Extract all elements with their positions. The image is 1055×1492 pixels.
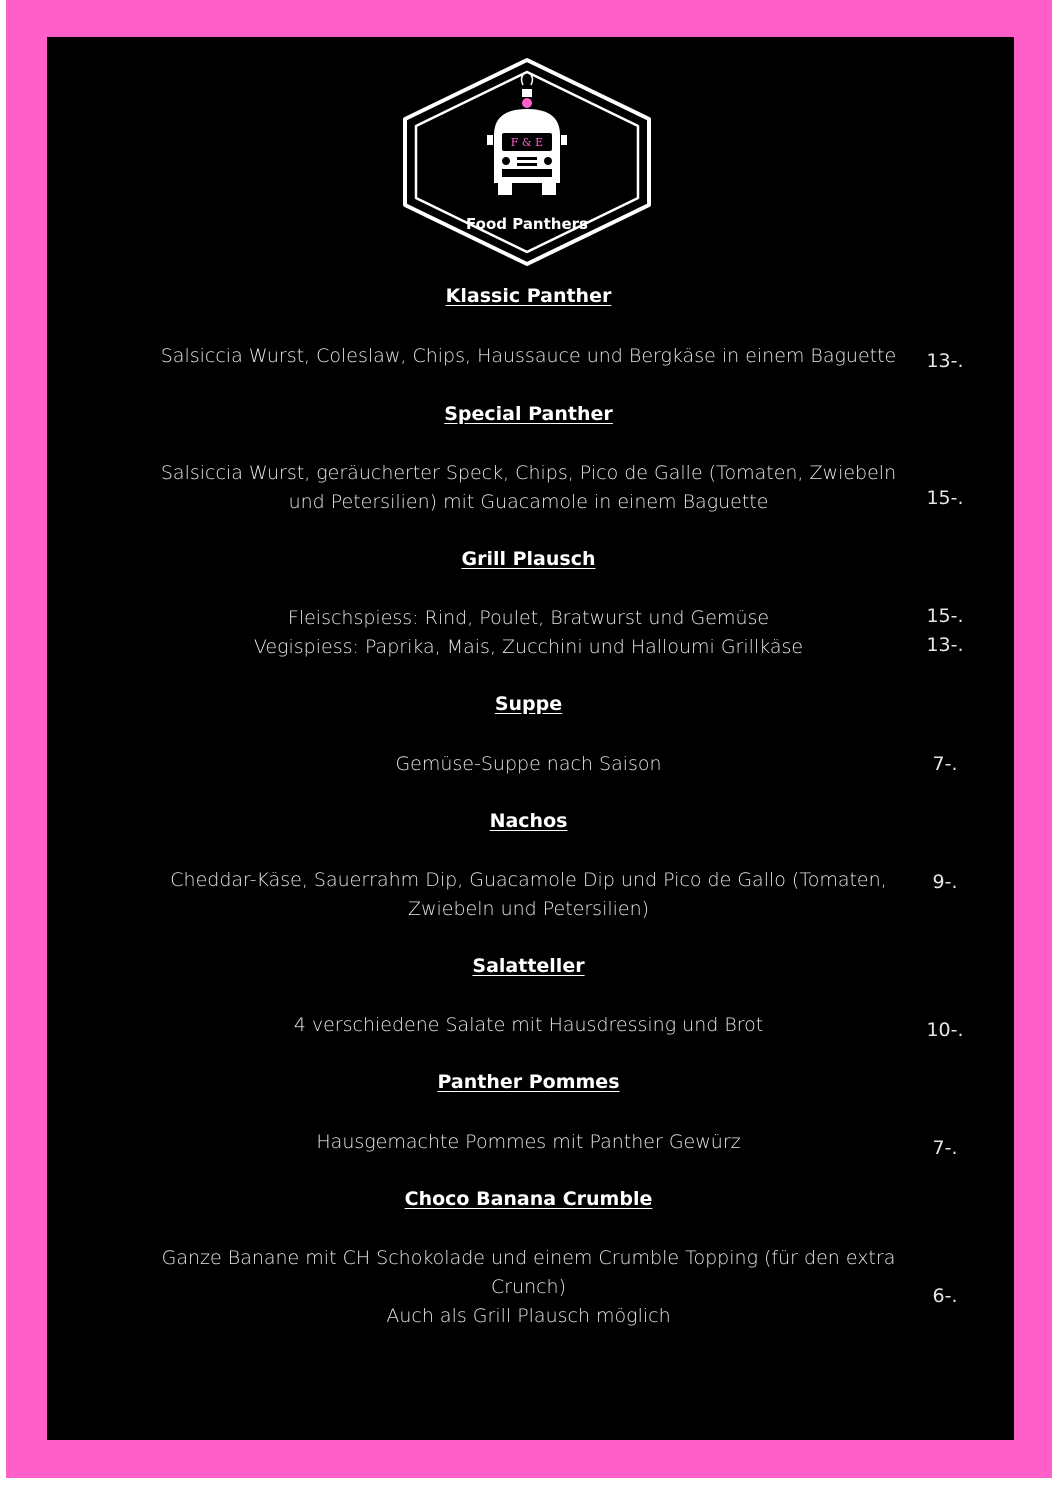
item-description — [157, 1011, 900, 1040]
menu-board — [47, 37, 1014, 1440]
item-price: 13-. — [926, 350, 964, 372]
section-title-nachos: Nachos — [489, 810, 568, 832]
description-line: Ganze Banane mit CH Schokolade und einem Crumble Topping (für den extra — [161, 1247, 896, 1269]
description-line: Crunch) — [490, 1276, 567, 1298]
section-title-grill-plausch: Grill Plausch — [461, 548, 596, 570]
section-title-panther-pommes: Panther Pommes — [437, 1071, 620, 1093]
item-price: 15-. — [926, 487, 964, 509]
description-line: Salsiccia Wurst, Coleslaw, Chips, Haussauce und Bergkäse in einem Baguette — [160, 345, 897, 367]
item-price: 9-. — [932, 871, 958, 893]
description-line: Auch als Grill Plausch möglich — [386, 1305, 671, 1327]
section-title-klassic-panther: Klassic Panther — [445, 285, 612, 307]
item-description — [157, 604, 900, 662]
item-price: 15-. — [926, 605, 964, 627]
description-line: Gemüse-Suppe nach Saison — [395, 753, 662, 775]
section-title-suppe: Suppe — [494, 693, 563, 715]
item-description — [157, 342, 900, 371]
description-line: Zwiebeln und Petersilien) — [407, 898, 650, 920]
item-description — [157, 459, 900, 517]
brand-name: Food Panthers — [466, 215, 588, 233]
section-title-salatteller: Salatteller — [472, 955, 585, 977]
section-title-special-panther: Special Panther — [444, 403, 613, 425]
description-line: 4 verschiedene Salate mit Hausdressing und Brot — [293, 1014, 764, 1036]
item-price: 7-. — [932, 753, 958, 775]
food-panthers-logo — [402, 57, 652, 267]
description-line: Hausgemachte Pommes mit Panther Gewürz — [316, 1131, 741, 1153]
description-line: Vegispiess: Paprika, Mais, Zucchini und Halloumi Grillkäse — [253, 636, 804, 658]
food-truck-icon — [402, 57, 652, 267]
item-price: 7-. — [932, 1137, 958, 1159]
item-description — [157, 1128, 900, 1157]
section-title-choco-banana-crumble: Choco Banana Crumble — [404, 1188, 653, 1210]
description-line: und Petersilien) mit Guacamole in einem Baguette — [288, 491, 769, 513]
item-price: 10-. — [926, 1019, 964, 1041]
description-line: Cheddar-Käse, Sauerrahm Dip, Guacamole Dip und Pico de Gallo (Tomaten, — [170, 869, 887, 891]
item-description — [157, 866, 900, 924]
item-description — [157, 1244, 900, 1331]
item-description — [157, 750, 900, 779]
description-line: Fleischspiess: Rind, Poulet, Bratwurst und Gemüse — [287, 607, 770, 629]
item-price: 6-. — [932, 1285, 958, 1307]
description-line: Salsiccia Wurst, geräucherter Speck, Chips, Pico de Galle (Tomaten, Zwiebeln — [160, 462, 897, 484]
logo-initials: F & E — [510, 136, 544, 149]
item-price: 13-. — [926, 634, 964, 656]
